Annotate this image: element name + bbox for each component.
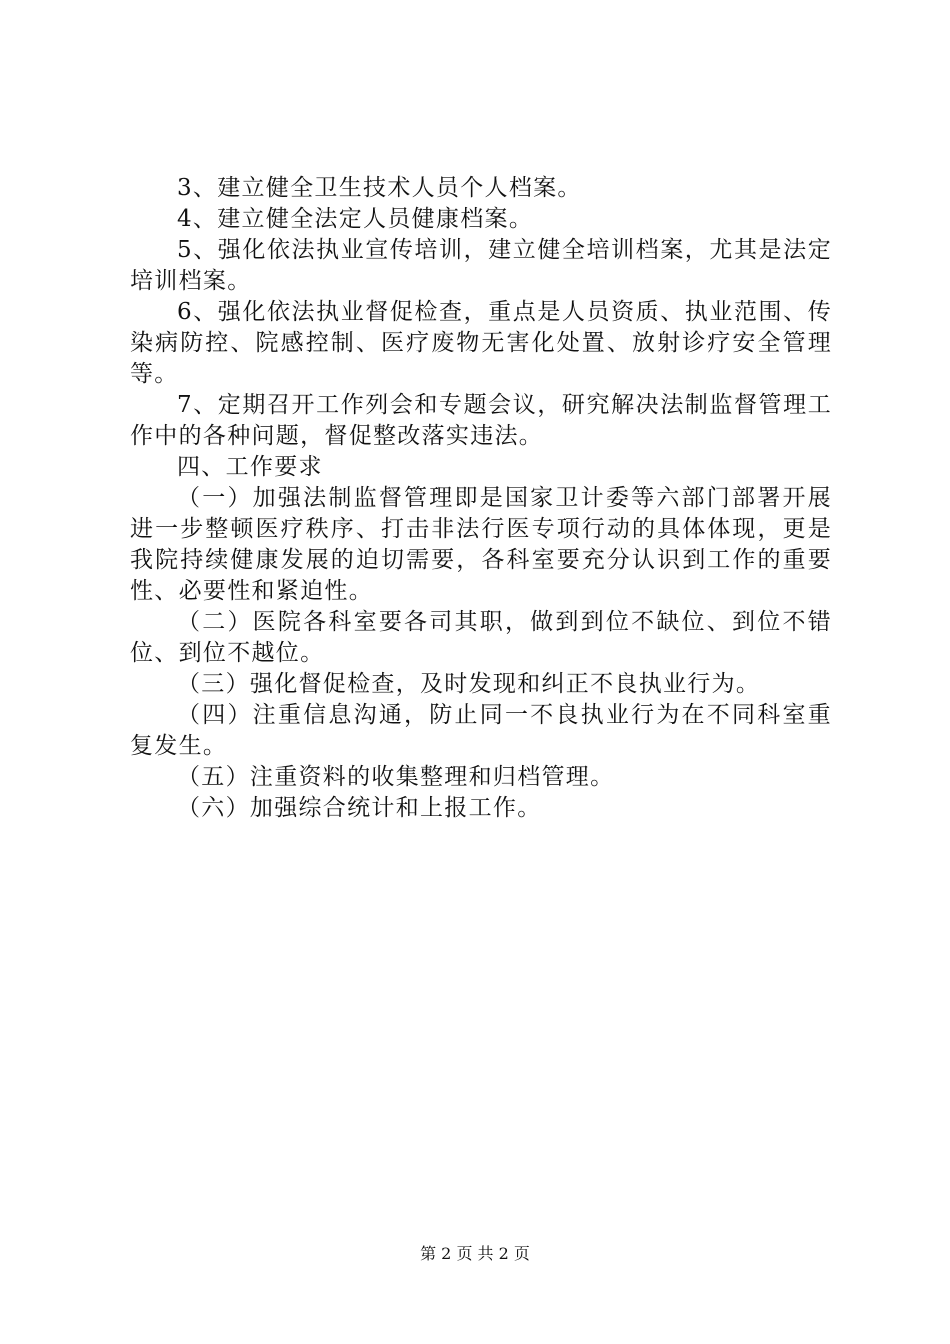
paragraph-item-7: 7、定期召开工作列会和专题会议，研究解决法制监督管理工作中的各种问题，督促整改落实违法。 [130, 392, 832, 449]
paragraph-item-6: 6、强化依法执业督促检查，重点是人员资质、执业范围、传染病防控、院感控制、医疗废物无害化处置、放射诊疗安全管理等。 [130, 299, 832, 387]
requirement-item-2: （二）医院各科室要各司其职，做到到位不缺位、到位不错位、到位不越位。 [130, 609, 832, 666]
paragraph-item-3: 3、建立健全卫生技术人员个人档案。 [177, 175, 582, 201]
requirement-item-3: （三）强化督促检查，及时发现和纠正不良执业行为。 [177, 671, 761, 697]
page-number-footer: 第 2 页 共 2 页 [420, 1244, 530, 1263]
requirement-item-5: （五）注重资料的收集整理和归档管理。 [177, 764, 615, 790]
requirement-item-1: （一）加强法制监督管理即是国家卫计委等六部门部署开展进一步整顿医疗秩序、打击非法行医专项行动的具体体现，更是我院持续健康发展的迫切需要，各科室要充分认识到工作的重要性、必要性和紧迫性。 [130, 485, 832, 604]
requirement-item-6: （六）加强综合统计和上报工作。 [177, 795, 542, 821]
requirement-item-4: （四）注重信息沟通，防止同一不良执业行为在不同科室重复发生。 [130, 702, 832, 759]
paragraph-item-4: 4、建立健全法定人员健康档案。 [177, 206, 534, 232]
document-body [130, 173, 832, 824]
section-heading-work-requirements: 四、工作要求 [177, 454, 323, 480]
paragraph-item-5: 5、强化依法执业宣传培训，建立健全培训档案，尤其是法定培训档案。 [130, 237, 832, 294]
